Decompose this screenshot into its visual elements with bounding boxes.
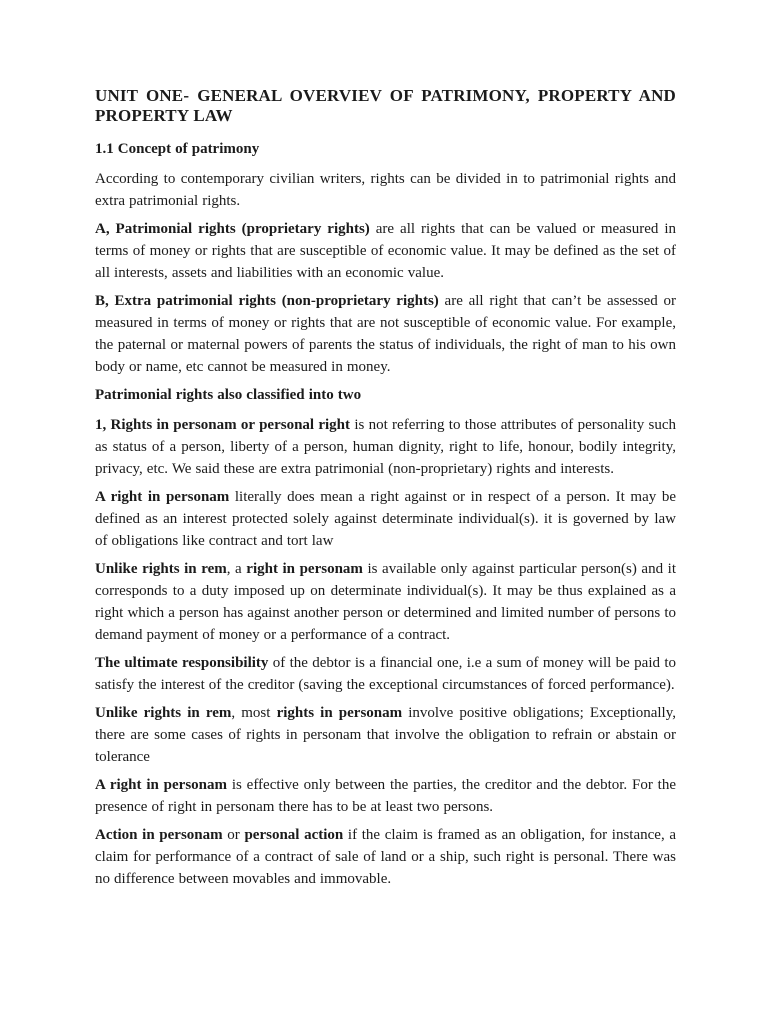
bold-text-run: 1.1 Concept of patrimony <box>95 141 260 157</box>
bold-text-run: 1, Rights in personam or personal right <box>95 417 351 433</box>
bold-text-run: The ultimate responsibility <box>95 655 269 671</box>
bold-text-run: A right in personam <box>95 489 230 505</box>
text-run: or <box>222 827 245 843</box>
text-run: is not referring to those attributes of personality such as status of a person, liberty of a person, human dignity, right to life, honour, bodily integrity, privacy, etc. We said these are extra patrimonial (non-proprietary) rights and interests. <box>95 417 677 477</box>
text-run: are all rights that can be valued or measured in terms of money or rights that are susceptible of economic value. It may be defined as the set of all interests, assets and liabilities with an economic value. <box>95 221 676 281</box>
text-run: , a <box>226 561 247 577</box>
paragraph <box>95 168 676 212</box>
bold-text-run: Patrimonial rights also classified into two <box>95 387 362 403</box>
document-content <box>95 86 676 896</box>
paragraph <box>95 218 676 284</box>
bold-text-run: Unlike rights in rem <box>95 705 232 721</box>
text-run: involve positive obligations; Exceptionally, there are some cases of rights in personam that involve the obligation to refrain or abstain or tolerance <box>95 705 676 765</box>
text-run: are all right that can’t be assessed or measured in terms of money or rights that are not susceptible of economic value. For example, the paternal or maternal powers of parents the status of individuals, the right of man to his own body or name, etc cannot be measured in money. <box>95 293 677 375</box>
paragraph <box>95 652 676 696</box>
text-run: is available only against particular person(s) and it corresponds to a duty imposed up on determinate individual(s). It may be thus explained as a right which a person has against another person or determined and limited number of persons to demand payment of money or a performance of a contract. <box>95 561 676 643</box>
text-run: According to contemporary civilian writers, rights can be divided in to patrimonial rights and extra patrimonial rights. <box>95 171 676 209</box>
paragraph <box>95 702 676 768</box>
bold-text-run: Unlike rights in rem <box>95 561 227 577</box>
bold-text-run: right in personam <box>246 561 363 577</box>
text-run: if the claim is framed as an obligation, for instance, a claim for performance of a contract of sale of land or a ship, such right is personal. There was no difference between movables and immovable. <box>95 827 677 887</box>
paragraph <box>95 414 676 480</box>
text-run: , most <box>231 705 277 721</box>
paragraph <box>95 824 676 890</box>
bold-text-run: A, Patrimonial rights (proprietary rights) <box>95 221 370 237</box>
text-run: literally does mean a right against or in respect of a person. It may be defined as an interest protected solely against determinate individual(s). it is governed by law of obligations like contract and tort law <box>95 489 676 549</box>
document-heading <box>95 384 676 406</box>
bold-text-run: Action in personam <box>95 827 223 843</box>
paragraph <box>95 486 676 552</box>
document-title <box>95 86 676 126</box>
paragraph <box>95 558 676 646</box>
bold-text-run: A right in personam <box>95 777 227 793</box>
bold-text-run: B, Extra patrimonial rights (non-proprietary rights) <box>95 293 439 309</box>
bold-text-run: personal action <box>244 827 344 843</box>
paragraph <box>95 774 676 818</box>
text-run: is effective only between the parties, the creditor and the debtor. For the presence of right in personam there has to be at least two persons. <box>95 777 676 815</box>
paragraph <box>95 290 676 378</box>
bold-text-run: rights in personam <box>276 705 403 721</box>
document-heading <box>95 138 676 160</box>
bold-text-run: UNIT ONE- GENERAL OVERVIEV OF PATRIMONY, PROPERTY AND PROPERTY LAW <box>95 86 676 125</box>
text-run: of the debtor is a financial one, i.e a sum of money will be paid to satisfy the interest of the creditor (saving the exceptional circumstances of forced performance). <box>95 655 676 693</box>
